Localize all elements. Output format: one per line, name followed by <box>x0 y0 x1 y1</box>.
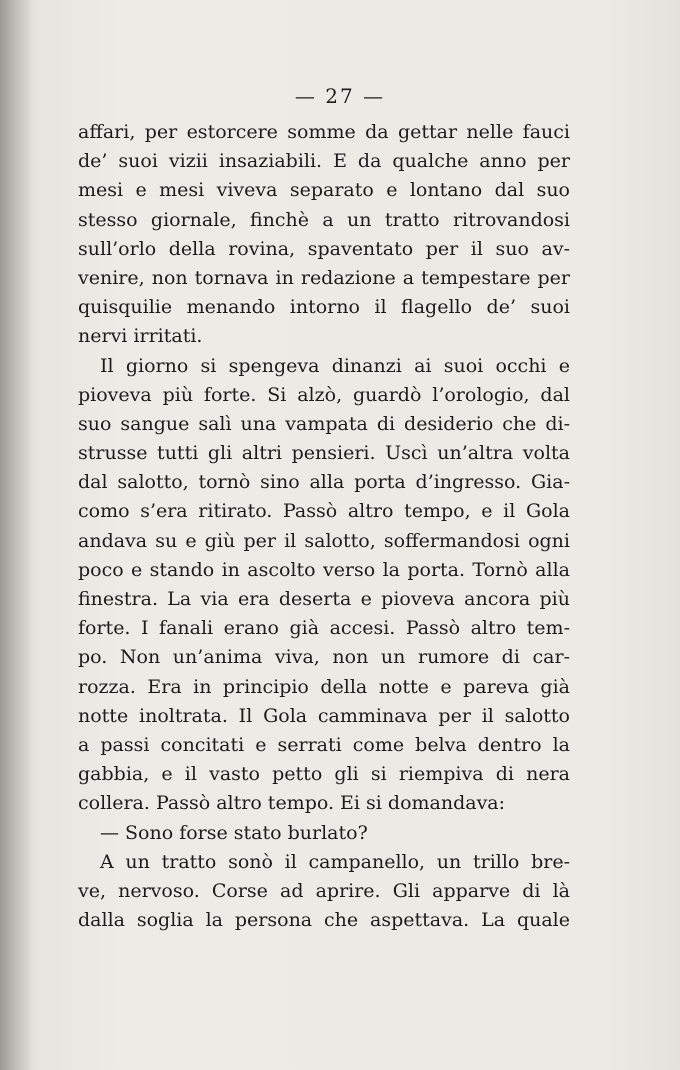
text-line: dalla soglia la persona che aspettava. La quale <box>78 909 570 932</box>
text-line: collera. Passò altro tempo. Ei si domandava: <box>78 792 506 815</box>
text-line: poco e stando in ascolto verso la porta. Tornò alla <box>78 558 570 581</box>
text-line: dal salotto, tornò sino alla porta d’ingresso. Gia- <box>78 471 570 494</box>
body-text <box>78 118 570 935</box>
text-line: affari, per estorcere somme da gettar nelle fauci <box>78 121 570 143</box>
text-line: gabbia, e il vasto petto gli si riempiva di nera <box>78 763 570 786</box>
text-line: suo sangue salì una vampata di desiderio che di- <box>78 412 570 435</box>
text-line: nervi irritati. <box>78 325 203 348</box>
text-line: finestra. La via era deserta e pioveva ancora più <box>78 588 570 610</box>
page-spine-shadow <box>0 0 30 1070</box>
text-line: rozza. Era in principio della notte e pareva già <box>78 675 570 698</box>
text-line: notte inoltrata. Il Gola camminava per il salotto <box>78 704 570 727</box>
text-line: — Sono forse stato burlato? <box>100 821 368 844</box>
text-line: venire, non tornava in redazione a tempestare per <box>78 266 570 289</box>
text-line: quisquilie menando intorno il flagello de’ suoi <box>78 296 570 319</box>
text-line: a passi concitati e serrati come belva dentro la <box>78 733 570 756</box>
text-line: sull’orlo della rovina, spaventato per il suo av- <box>78 237 570 260</box>
text-line: Il giorno si spengeva dinanzi ai suoi occhi e <box>100 354 570 377</box>
text-line: ve, nervoso. Corse ad aprire. Gli apparve di là <box>78 879 570 902</box>
page-number: — 27 — <box>294 84 386 108</box>
text-line: A un tratto sonò il campanello, un trillo bre- <box>100 850 570 873</box>
text-line: stesso giornale, finchè a un tratto ritrovandosi <box>78 208 570 231</box>
text-line: andava su e giù per il salotto, soffermandosi ogni <box>78 529 570 552</box>
text-line: como s’era ritirato. Passò altro tempo, e il Gola <box>78 500 570 523</box>
text-line: forte. I fanali erano già accesi. Passò altro tem- <box>78 617 570 640</box>
text-line: po. Non un’anima viva, non un rumore di car- <box>78 646 570 669</box>
text-line: strusse tutti gli altri pensieri. Uscì un’altra volta <box>78 442 570 465</box>
text-line: de’ suoi vizii insaziabili. E da qualche anno per <box>78 150 570 173</box>
text-line: mesi e mesi viveva separato e lontano dal suo <box>78 179 570 202</box>
text-line: pioveva più forte. Si alzò, guardò l’orologio, dal <box>78 383 570 406</box>
